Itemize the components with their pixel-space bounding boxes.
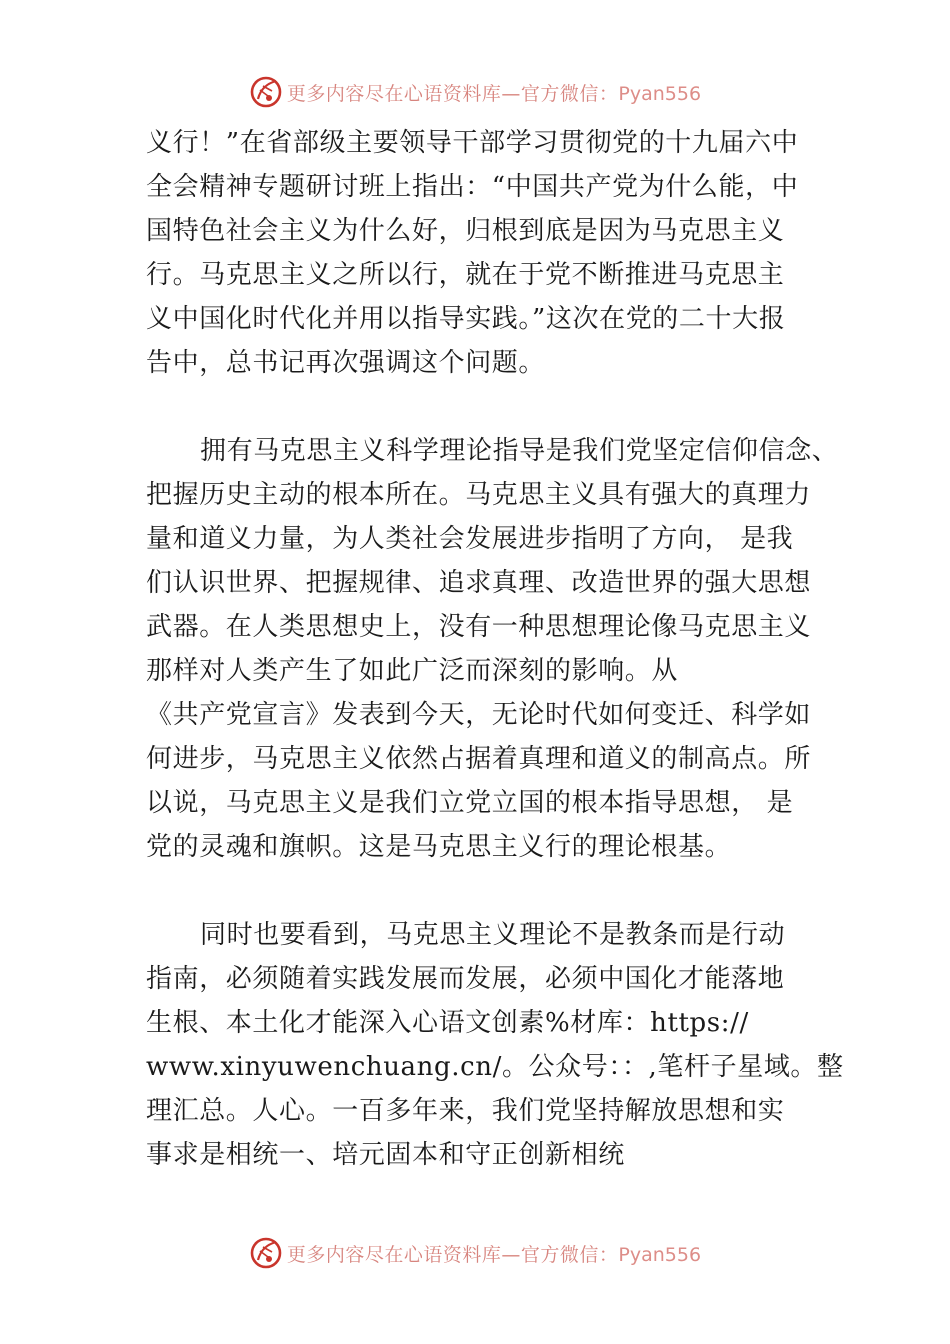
text-line: 全会精神专题研讨班上指出：“中国共产党为什么能，中 bbox=[146, 172, 799, 202]
text-line: 把握历史主动的根本所在。马克思主义具有强大的真理力 bbox=[146, 480, 812, 510]
text-line: 《共产党宣言》发表到今天，无论时代如何变迁、科学如 bbox=[146, 700, 812, 730]
text-line: 生根、本土化才能深入心语文创素%材库：https:// bbox=[146, 1008, 749, 1038]
text-line: 告中，总书记再次强调这个问题。 bbox=[146, 348, 546, 378]
text-line: 义行！”在省部级主要领导干部学习贯彻党的十九届六中 bbox=[146, 128, 799, 158]
text-line: 行。马克思主义之所以行，就在于党不断推进马克思主 bbox=[146, 260, 785, 290]
text-line: www.xinyuwenchuang.cn/。公众号：：,笔杆子星域。整 bbox=[146, 1052, 844, 1082]
text-line: 何进步，马克思主义依然占据着真理和道义的制高点。所 bbox=[146, 744, 812, 774]
text-line: 量和道义力量，为人类社会发展进步指明了方向， 是我 bbox=[146, 524, 794, 554]
text-line: 理汇总。人心。一百多年来，我们党坚持解放思想和实 bbox=[146, 1096, 785, 1126]
text-line: 那样对人类产生了如此广泛而深刻的影响。从 bbox=[146, 656, 679, 686]
stamp-logo-icon bbox=[249, 1236, 283, 1270]
text-line: 武器。在人类思想史上，没有一种思想理论像马克思主义 bbox=[146, 612, 812, 642]
text-line: 义中国化时代化并用以指导实践。”这次在党的二十大报 bbox=[146, 304, 786, 334]
paragraph-first-line: 拥有马克思主义科学理论指导是我们党坚定信仰信念、 bbox=[200, 436, 839, 466]
text-line: 们认识世界、把握规律、追求真理、改造世界的强大思想 bbox=[146, 568, 812, 598]
paragraph-first-line: 同时也要看到，马克思主义理论不是教条而是行动 bbox=[200, 920, 786, 950]
text-line: 事求是相统一、培元固本和守正创新相统 bbox=[146, 1140, 625, 1170]
text-line: 国特色社会主义为什么好，归根到底是因为马克思主义 bbox=[146, 216, 785, 246]
watermark-text: 更多内容尽在心语资料库—官方微信：Pyan556 bbox=[286, 1243, 702, 1266]
text-line: 党的灵魂和旗帜。这是马克思主义行的理论根基。 bbox=[146, 832, 732, 862]
text-line: 指南，必须随着实践发展而发展，必须中国化才能落地 bbox=[146, 964, 785, 994]
footer-watermark bbox=[0, 1233, 950, 1273]
text-line: 以说，马克思主义是我们立党立国的根本指导思想， 是 bbox=[146, 788, 794, 818]
watermark-text: 更多内容尽在心语资料库—官方微信：Pyan556 bbox=[286, 82, 702, 105]
